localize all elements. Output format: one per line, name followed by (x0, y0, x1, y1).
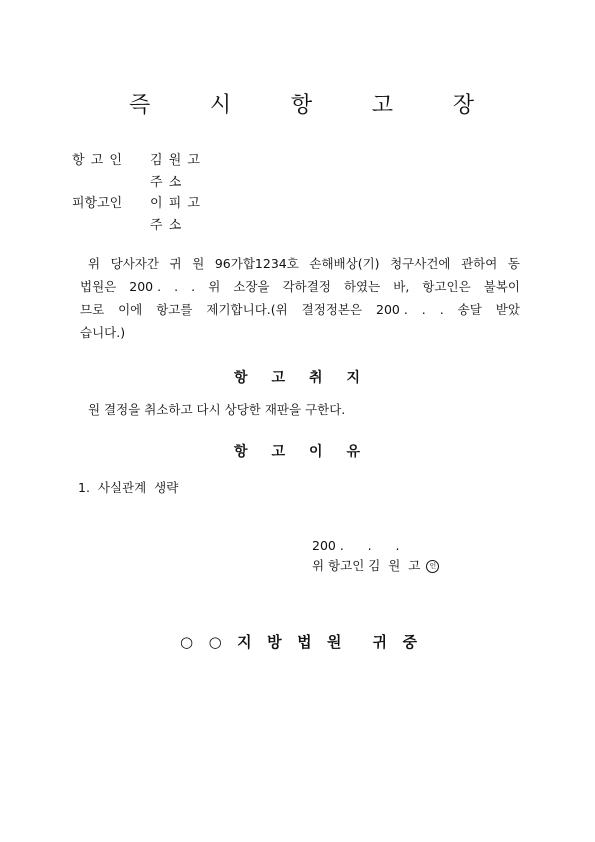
statement-paragraph (80, 252, 520, 344)
reason-heading: 항 고 이 유 (234, 444, 360, 460)
title-char: 고 (371, 93, 394, 118)
purpose-heading: 항 고 취 지 (234, 370, 360, 386)
appellant-label: 항 고 인 (72, 153, 123, 168)
statement-line: 위 당사자간 귀 원 96가합1234호 손해배상(기) 청구사건에 관하여 동 (88, 256, 520, 271)
appellee-label: 피항고인 (72, 196, 123, 211)
statement-line: 습니다.) (80, 325, 126, 340)
title-char: 시 (209, 93, 232, 118)
statement-line: 므로 이에 항고를 제기합니다.(위 결정정본은 200 . . . 송달 받았 (80, 302, 520, 317)
statement-line: 법원은 200 . . . 위 소장을 각하결정 하였는 바, 항고인은 불복이 (80, 279, 520, 294)
title-char: 항 (290, 93, 313, 118)
document-title (129, 92, 474, 120)
reason-text: 1. 사실관계 생략 (78, 480, 179, 495)
seal-icon: 인 (426, 560, 439, 573)
court-addressee: ○ ○ 지 방 법 원 귀 중 (180, 633, 417, 651)
appellant-name: 김 원 고 (150, 153, 201, 168)
appellee-name: 이 피 고 (150, 196, 201, 211)
signer-name: 위 항고인 김 원 고 (312, 558, 421, 573)
purpose-text: 원 결정을 취소하고 다시 상당한 재판을 구한다. (88, 402, 346, 417)
signature-line (312, 558, 439, 574)
appellee-address-label: 주 소 (150, 218, 183, 233)
signature-date: 200 . . . (312, 538, 400, 553)
title-char: 즉 (129, 93, 151, 118)
title-char: 장 (452, 93, 474, 118)
appellant-address-label: 주 소 (150, 175, 183, 190)
